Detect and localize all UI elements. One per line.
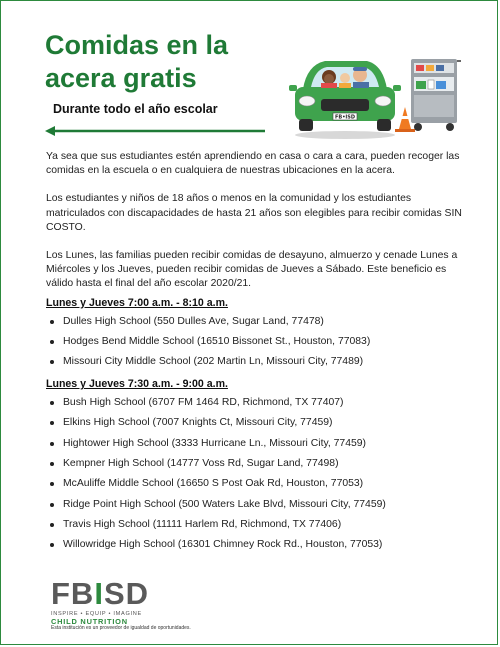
car-with-family-illustration xyxy=(285,41,463,141)
bullet-icon xyxy=(50,421,54,425)
list-item: Missouri City Middle School (202 Martin Ln, Missouri City, 77489) xyxy=(46,356,466,369)
list-item: Dulles High School (550 Dulles Ave, Sugar Land, 77478) xyxy=(46,316,466,329)
list-item: Kempner High School (14777 Voss Rd, Sugar Land, 77498) xyxy=(46,458,466,471)
bullet-icon xyxy=(50,340,54,344)
list-item: Hightower High School (3333 Hurricane Ln., Missouri City, 77459) xyxy=(46,438,466,451)
schedule-header: Lunes y Jueves 7:00 a.m. - 8:10 a.m. xyxy=(46,296,228,309)
schedule-header: Lunes y Jueves 7:30 a.m. - 9:00 a.m. xyxy=(46,377,228,390)
food-cart-icon xyxy=(411,59,461,131)
list-item: Travis High School (11111 Harlem Rd, Richmond, TX 77406) xyxy=(46,519,466,532)
list-item: McAuliffe Middle School (16650 S Post Oak Rd, Houston, 77053) xyxy=(46,478,466,491)
intro-paragraph: Los Lunes, las familias pueden recibir comidas de desayuno, almuerzo y cenade Lunes a Miércoles y los Jueves, pueden recibir comidas de Jueves a Sábado. Este beneficio es válido hasta el final del año escolar 2020/21. xyxy=(46,250,458,290)
bullet-icon xyxy=(50,503,54,507)
school-list xyxy=(46,316,466,369)
bullet-icon xyxy=(50,462,54,466)
logo-subbrand: CHILD NUTRITION xyxy=(51,617,128,626)
fbisd-logo xyxy=(51,576,211,626)
school-list xyxy=(46,397,466,552)
bullet-icon xyxy=(50,482,54,486)
list-item: Hodges Bend Middle School (16510 Bissonet St., Houston, 77083) xyxy=(46,336,466,349)
page-title: Comidas en la acera gratis xyxy=(45,30,229,93)
bullet-icon xyxy=(50,523,54,527)
svg-text:FB•ISD: FB•ISD xyxy=(334,114,356,121)
bullet-icon xyxy=(50,360,54,364)
page-subtitle: Durante todo el año escolar xyxy=(53,102,218,116)
intro-paragraph: Los estudiantes y niños de 18 años o menos en la comunidad y los estudiantes matriculados con discapacidades de hasta 21 años son elegibles para recibir comidas SIN COSTO. xyxy=(46,193,462,233)
logo-tagline: INSPIRE • EQUIP • IMAGINE xyxy=(51,611,142,617)
list-item: Willowridge High School (16301 Chimney Rock Rd., Houston, 77053) xyxy=(46,539,466,552)
bullet-icon xyxy=(50,401,54,405)
list-item: Bush High School (6707 FM 1464 RD, Richmond, TX 77407) xyxy=(46,397,466,410)
bullet-icon xyxy=(50,320,54,324)
bullet-icon xyxy=(50,543,54,547)
list-item: Elkins High School (7007 Knights Ct, Missouri City, 77459) xyxy=(46,417,466,430)
footer-disclaimer: Esta institución es un proveedor de igualdad de oportunidades. xyxy=(51,625,191,631)
logo-wordmark: FBISD xyxy=(51,576,150,611)
arrow-left-icon xyxy=(45,125,265,137)
intro-paragraph: Ya sea que sus estudiantes estén aprendiendo en casa o cara a cara, pueden recoger las comidas en la escuela o en cualquiera de nuestras ubicaciones en la acera. xyxy=(46,151,460,177)
bullet-icon xyxy=(50,442,54,446)
list-item: Ridge Point High School (500 Waters Lake Blvd, Missouri City, 77459) xyxy=(46,499,466,512)
body-content xyxy=(46,150,466,560)
